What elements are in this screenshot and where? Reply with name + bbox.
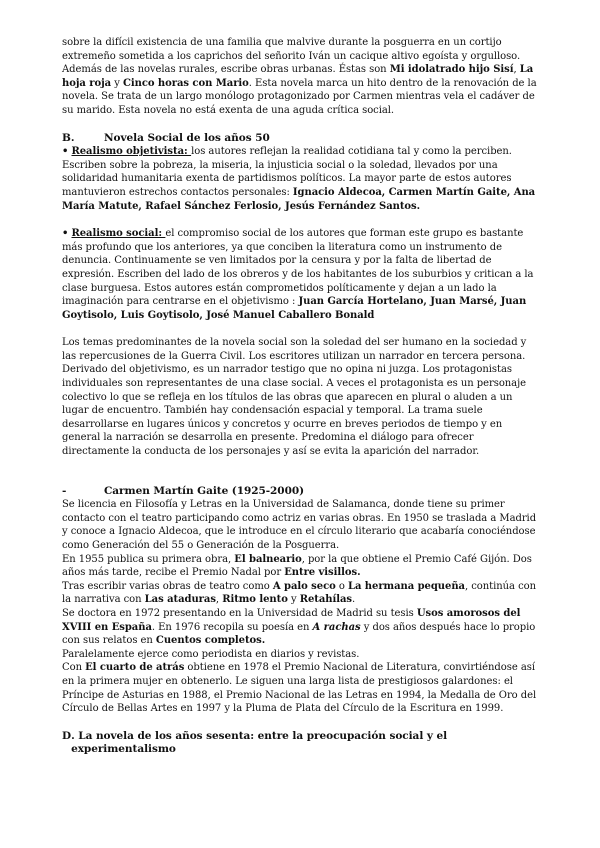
text: obtiene en 1978 el Premio Nacional de Literatura, convirtiéndose así en la primera mujer en obtenerlo. Le siguen una larga lista de prestigiosos galardones: el Príncipe de Asturias en 1988, el Premio Nacional de las Letras en 1994, la Medalla de Oro del Círculo de Bellas Artes en 1997 y la Pluma de Plata del Círculo de la Escritura en 1999. (62, 662, 537, 715)
section-d-heading (62, 730, 538, 757)
bullet: • (62, 146, 69, 158)
author-heading: Carmen Martín Gaite (1925-2000) (104, 484, 304, 497)
paragraph-text: el compromiso social de los autores que forman este grupo es bastante más profundo que los anteriores, ya que conciben la literatura como un instrumento de denuncia. Continuamente se ven limitados por la censura y por la falta de libertad de expresión. Escriben del lado de los obreros y de los habitantes de los suburbios y critican a la clase burguesa. Estos autores están comprometidos políticamente y dejan a un lado la imaginación para centrarse en el objetivismo : (62, 228, 534, 308)
work-title: A rachas (312, 621, 361, 633)
work-title: Mi idolatrado hijo Sisí (389, 64, 514, 76)
section-letter: D (62, 729, 72, 742)
text: Se doctora en 1972 presentando en la Universidad de Madrid su tesis (62, 607, 417, 619)
work-title: Cuentos completos. (155, 635, 266, 647)
intro-text: . Esta novela marca un hito dentro de la renovación de la novela. Se trata de un largo monólogo protagonizado por Carmen mientras vela el cadáver de su marido. Esta novela no está exenta de una aguda crítica social. (62, 77, 537, 116)
dash: - (62, 484, 67, 497)
gaite-bio-4 (62, 607, 538, 648)
intro-text: sobre la difícil existencia de una familia que malvive durante la posguerra en un cortijo extremeño sometida a los caprichos del señorito Iván un cacique altivo egoísta y orgulloso. Además de las novelas rurales, escribe obras urbanas. Éstas son (62, 37, 521, 76)
term-label: Realismo social: (71, 228, 166, 240)
work-title: Cinco horas con Mario (122, 77, 249, 89)
work-title: A palo seco (272, 580, 336, 592)
text: , por la que obtiene el Premio Café Gijón. Dos años más tarde, recibe el Premio Nadal por (62, 553, 532, 579)
section-title: Novela Social de los años 50 (104, 131, 270, 144)
work-title: Entre visillos. (284, 567, 361, 579)
author-list: Juan García Hortelano, Juan Marsé, Juan Goytisolo, Luis Goytisolo, José Manuel Caballero Bonald (62, 296, 527, 321)
text: Con (62, 662, 86, 674)
text: Tras escribir varias obras de teatro como (62, 580, 273, 592)
term-label: Realismo objetivista: (71, 146, 192, 158)
text: En 1955 publica su primera obra, (62, 553, 235, 565)
text: . En 1976 recopila su poesía en (151, 621, 313, 633)
document-page (62, 36, 538, 757)
text: y (287, 594, 300, 606)
intro-text: y (111, 77, 123, 89)
work-title: Retahílas (299, 594, 352, 606)
gaite-bio-5: Paralelamente ejerce como periodista en diarios y revistas. (62, 648, 360, 660)
gaite-bio-6 (62, 661, 538, 715)
gaite-bio-3 (62, 580, 538, 607)
text: o (335, 580, 348, 592)
section-title: . La novela de los años sesenta: entre la preocupación social y el experimentalismo (71, 729, 448, 756)
paragraph-text: los autores reflejan la realidad cotidiana tal y como la perciben. Escriben sobre la pobreza, la miseria, la injusticia social o la soledad, llevados por una solidaridad humanitaria exenta de partidismos políticos. La mayor parte de estos autores mantuvieron estrechos contactos personales: (62, 146, 512, 198)
intro-paragraph (62, 36, 538, 118)
work-title: La hermana pequeña (347, 580, 465, 592)
work-title: El balneario (234, 553, 302, 565)
gaite-heading (62, 485, 538, 499)
gaite-bio-2 (62, 553, 538, 580)
temas-paragraph: Los temas predominantes de la novela social son la soledad del ser humano en la sociedad y las repercusiones de la Guerra Civil. Los escritores utilizan un narrador en tercera persona. Derivado del objetivismo, es un narrador testigo que no opina ni juzga. Los protagonistas individuales son representantes de una clase social. A veces el protagonista es un personaje colectivo lo que se refleja en los títulos de las obras que aparecen en plural o aluden a un lugar de encuentro. También hay condensación espacial y temporal. La trama suele desarrollarse en lugares únicos y concretos y ocurre en breves periodos de tiempo y en general la narración se desarrolla en presente. Predomina el diálogo para ofrecer directamente la conducta de los personajes y así se evita la aparición del narrador. (62, 337, 527, 458)
section-letter: B. (62, 131, 75, 144)
text: , (215, 594, 223, 606)
work-title: Las ataduras (144, 594, 216, 606)
realismo-social-paragraph (62, 227, 538, 322)
work-title: Usos amorosos del XVIII en España (62, 607, 521, 633)
text: . (352, 594, 356, 606)
realismo-objetivista-paragraph (62, 145, 538, 213)
text: y dos años después hace lo propio con sus relatos en (62, 621, 536, 647)
work-title: El cuarto de atrás (85, 662, 185, 674)
text: , continúa con la narrativa con (62, 580, 537, 606)
gaite-bio-1: Se licencia en Filosofía y Letras en la Universidad de Salamanca, donde tiene su primer contacto con el teatro participando como actriz en varias obras. En 1950 se traslada a Madrid y conoce a Ignacio Aldecoa, que le introduce en el círculo literario que acabaría conociéndose como Generación del 55 o Generación de la Posguerra. (62, 499, 537, 551)
bullet: • (62, 228, 69, 240)
work-title: Ritmo lento (222, 594, 288, 606)
work-title: La hoja roja (62, 64, 534, 89)
author-list: Ignacio Aldecoa, Carmen Martín Gaite, Ana María Matute, Rafael Sánchez Ferlosio, Jesús Fernández Santos. (62, 186, 536, 212)
intro-text: , (513, 64, 520, 76)
section-b-heading (62, 132, 538, 146)
